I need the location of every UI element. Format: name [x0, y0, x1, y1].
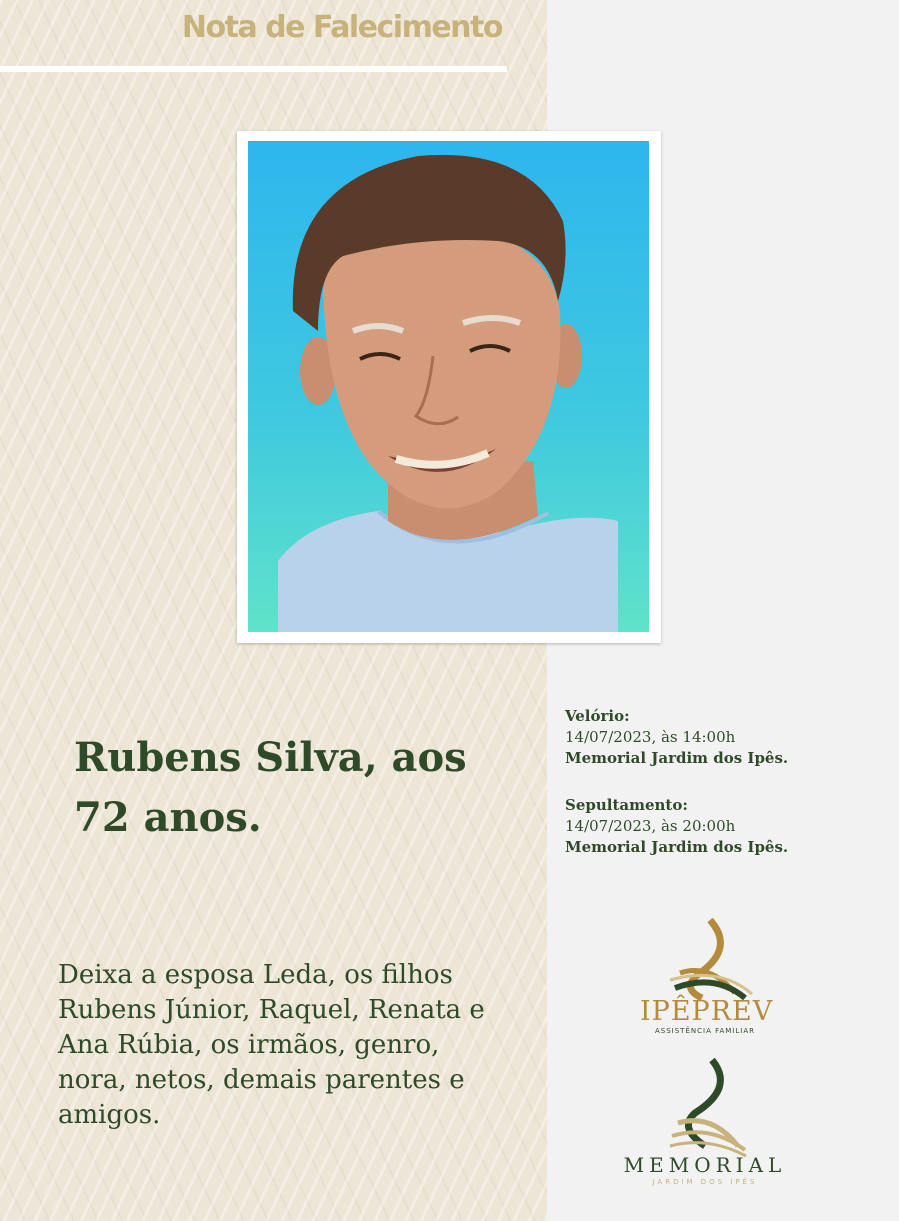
title-divider	[0, 66, 507, 72]
burial-label: Sepultamento:	[565, 796, 688, 814]
memorial-logo-icon	[650, 1058, 760, 1158]
burial-place: Memorial Jardim dos Ipês.	[565, 838, 789, 856]
portrait-photo	[248, 141, 649, 632]
deceased-name: Rubens Silva, aos 72 anos.	[74, 734, 467, 841]
wake-place: Memorial Jardim dos Ipês.	[565, 749, 789, 767]
portrait-illustration	[248, 141, 649, 632]
burial-datetime: 14/07/2023, às 20:00h	[565, 817, 736, 835]
ipeprev-logo-tagline: ASSISTÊNCIA FAMILIAR	[655, 1027, 755, 1035]
page-title: Nota de Falecimento	[181, 10, 502, 45]
family-message: Deixa a esposa Leda, os filhos Rubens Júnior, Raquel, Renata e Ana Rúbia, os irmãos, genro, nora, netos, demais parentes e amigos.	[58, 960, 485, 1130]
burial-info	[565, 795, 788, 858]
wake-info	[565, 706, 788, 769]
ipeprev-logo-text: IPÊPREV	[640, 996, 774, 1027]
memorial-logo-tagline: JARDIM DOS IPÊS	[652, 1178, 758, 1186]
memorial-logo-text: MEMORIAL	[623, 1153, 787, 1177]
wake-datetime: 14/07/2023, às 14:00h	[565, 728, 736, 746]
portrait-frame	[237, 131, 661, 643]
wake-label: Velório:	[565, 707, 630, 725]
